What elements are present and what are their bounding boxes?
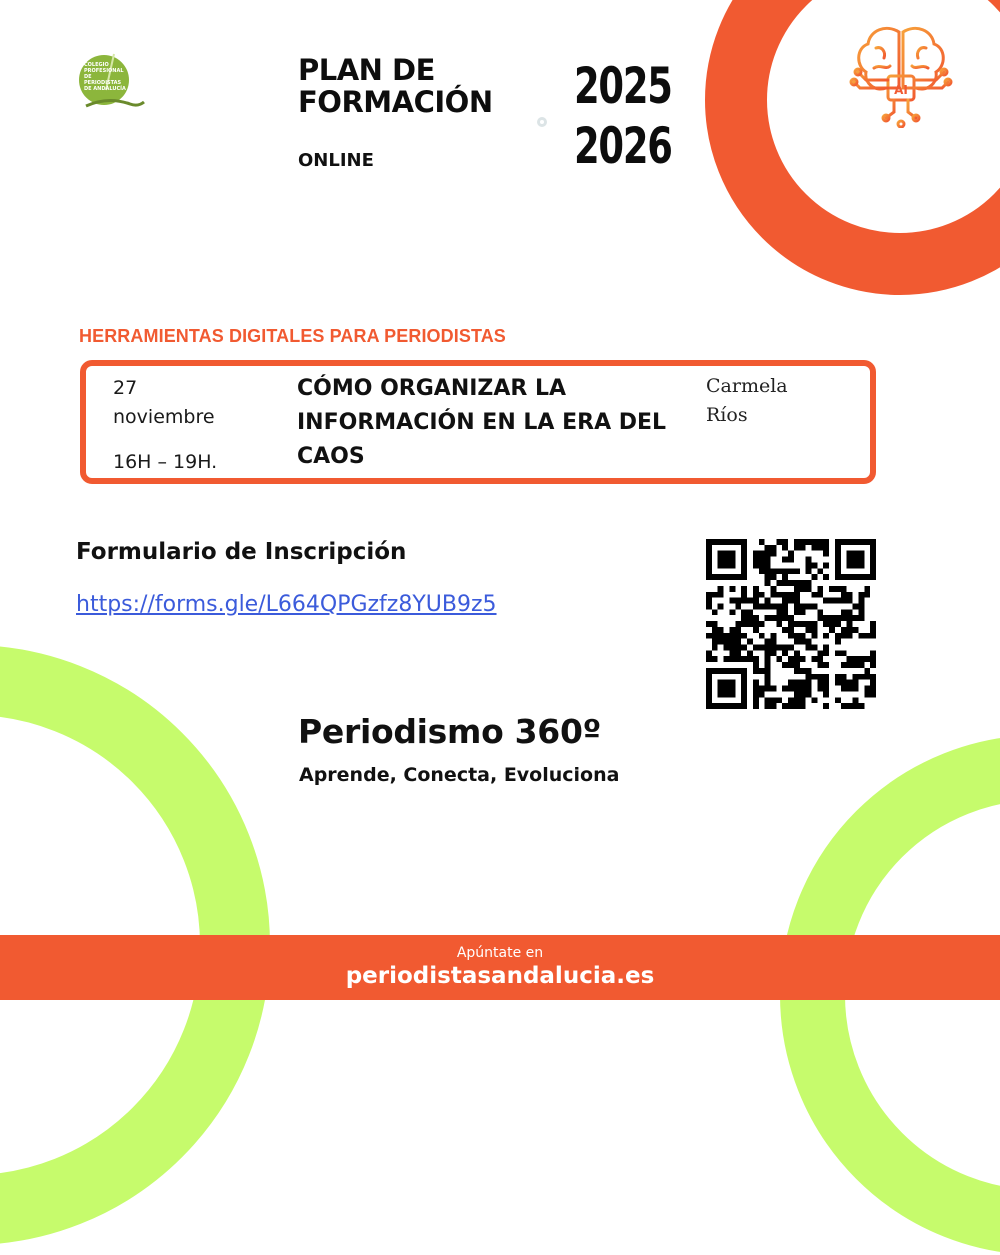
- section-label: HERRAMIENTAS DIGITALES PARA PERIODISTAS: [79, 326, 506, 346]
- svg-text:AI: AI: [894, 83, 908, 97]
- slogan-title: Periodismo 360º: [298, 712, 601, 751]
- event-title: CÓMO ORGANIZAR LA INFORMACIÓN EN LA ERA DEL CAOS: [297, 376, 667, 469]
- logo-text: COLEGIO PROFESIONAL DE PERIODISTAS DE ANDALUCÍA: [84, 62, 126, 92]
- plan-title-line1: PLAN DE: [298, 53, 435, 87]
- plan-title: [298, 54, 558, 118]
- college-logo: [78, 50, 148, 116]
- small-circle-decoration: [537, 117, 547, 127]
- speaker-last-name: Ríos: [706, 404, 748, 426]
- event-time: 16H – 19H.: [113, 451, 218, 473]
- modality-label: ONLINE: [298, 150, 374, 171]
- registration-form-link[interactable]: https://forms.gle/L664QPGzfz8YUB9z5: [76, 592, 497, 617]
- ai-brain-circuit-icon: [846, 18, 956, 128]
- plan-title-line2: FORMACIÓN: [298, 85, 493, 119]
- footer-website[interactable]: periodistasandalucia.es: [345, 963, 655, 989]
- registration-form-label: Formulario de Inscripción: [76, 539, 407, 565]
- year-end: 2026: [574, 117, 672, 175]
- event-date: [113, 374, 273, 432]
- year-start: 2025: [574, 57, 672, 115]
- footer-call-to-action: Apúntate en: [456, 945, 544, 961]
- speaker-first-name: Carmela: [706, 375, 788, 397]
- event-date-day: 27: [113, 377, 138, 399]
- qr-code[interactable]: [706, 539, 876, 709]
- event-speaker: [706, 372, 836, 430]
- slogan-subtitle: Aprende, Conecta, Evoluciona: [299, 764, 620, 786]
- event-date-month: noviembre: [113, 406, 215, 428]
